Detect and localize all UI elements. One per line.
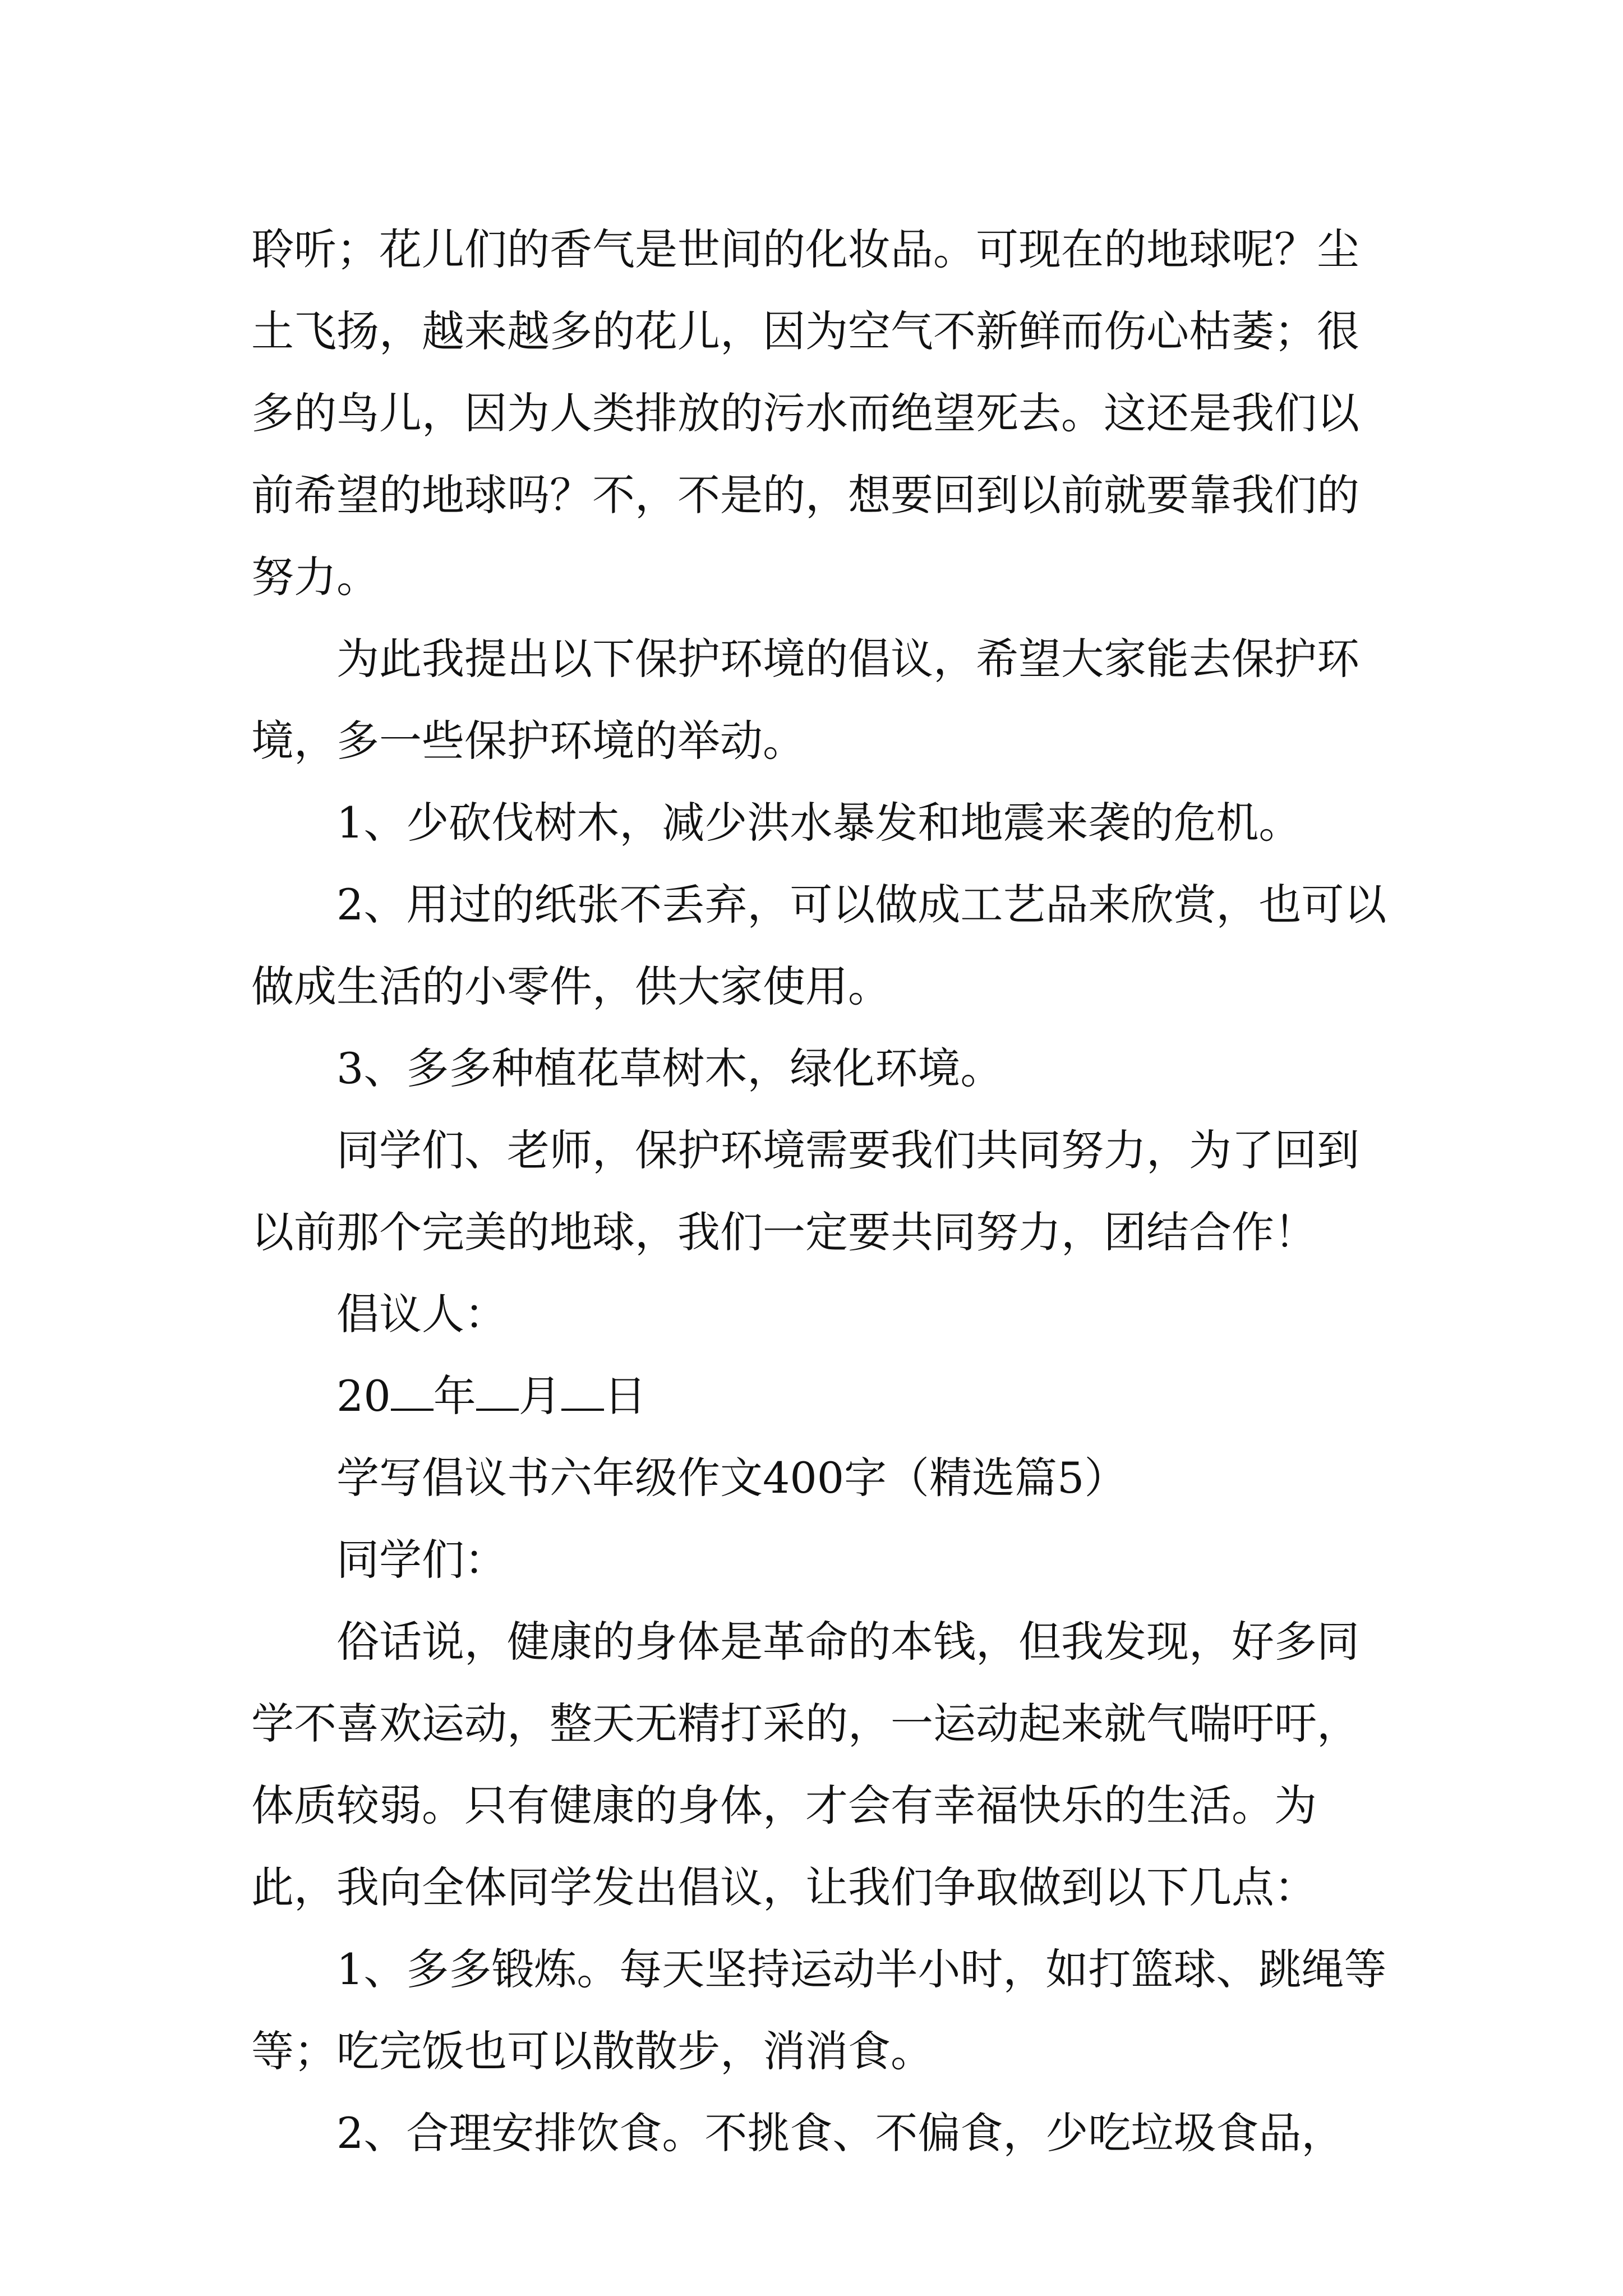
signature-label: 倡议人：	[336, 1289, 507, 1339]
section-title: 学写倡议书六年级作文400字（精选篇5）	[336, 1453, 1127, 1503]
date-day: 日	[603, 1371, 647, 1421]
date-blank-day	[561, 1374, 604, 1411]
document-body	[251, 209, 1390, 2174]
list-item: 2、用过的纸张不丢弃，可以做成工艺品来欣赏，也可以做成生活的小零件，供大家使用。	[251, 880, 1387, 1011]
paragraph: 同学们、老师，保护环境需要我们共同努力，为了回到以前那个完美的地球，我们一定要共同努力，团结合作！	[251, 1125, 1359, 1257]
list-item: 2、合理安排饮食。不挑食、不偏食，少吃垃圾食品，	[336, 2108, 1344, 2158]
salutation: 同学们：	[336, 1535, 507, 1585]
list-item: 1、少砍伐树木，减少洪水暴发和地震来袭的危机。	[336, 798, 1302, 848]
paragraph: 为此我提出以下保护环境的倡议，希望大家能去保护环境，多一些保护环境的举动。	[251, 634, 1359, 766]
paragraph: 俗话说，健康的身体是革命的本钱，但我发现，好多同学不喜欢运动，整天无精打采的，一运动起来就气喘吁吁，体质较弱。只有健康的身体，才会有幸福快乐的生活。为此，我向全体同学发出倡议，让我们争取做到以下几点：	[251, 1617, 1359, 1912]
date-blank-month	[476, 1374, 519, 1411]
list-item: 1、多多锻炼。每天坚持运动半小时，如打篮球、跳绳等等；吃完饭也可以散散步，消消食。	[251, 1944, 1387, 2076]
paragraph: 聆听；花儿们的香气是世间的化妆品。可现在的地球呢？尘土飞扬，越来越多的花儿，因为空气不新鲜而伤心枯萎；很多的鸟儿，因为人类排放的污水而绝望死去。这还是我们以前希望的地球吗？不，不是的，想要回到以前就要靠我们的努力。	[251, 224, 1359, 602]
date-prefix: 20	[336, 1371, 391, 1421]
list-item: 3、多多种植花草树木，绿化环境。	[336, 1043, 1003, 1093]
date-year: 年	[433, 1371, 476, 1421]
date-blank-year	[391, 1374, 434, 1411]
date-month: 月	[518, 1371, 561, 1421]
date-line	[251, 1355, 1390, 1437]
